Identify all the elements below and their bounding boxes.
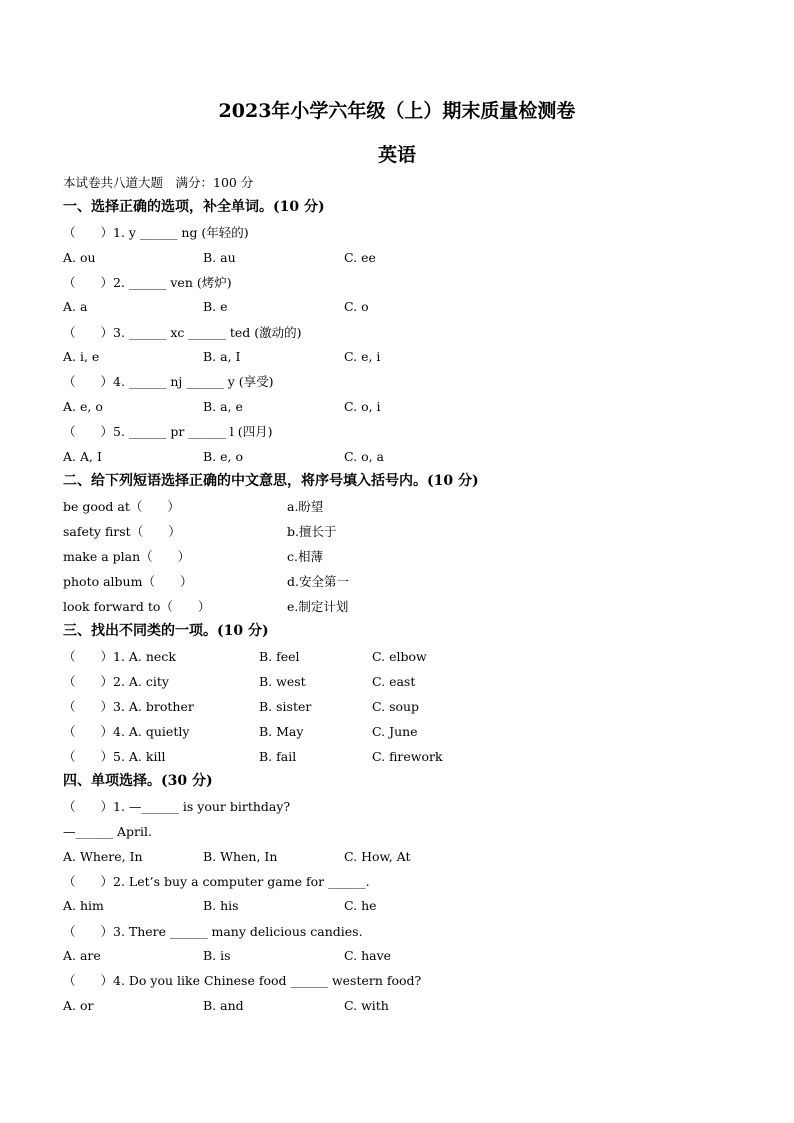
option-a: （ ）5. A. kill [63,749,166,764]
option-b: B. e, o [203,449,244,464]
phrase: be good at（ ） [63,499,180,514]
option-b: B. a, e [203,399,243,414]
option-c: C. How, At [344,849,411,864]
option-c: C. e, i [344,349,381,364]
option-c: C. firework [372,749,443,764]
phrase: look forward to（ ） [63,599,211,614]
meaning: a.盼望 [287,499,324,514]
option-c: C. o [344,299,369,314]
option-b: B. fail [259,749,297,764]
question-stem: （ ）2. Let’s buy a computer game for ______. [63,874,370,889]
option-a: A. e, o [63,399,103,414]
option-b: B. May [259,724,304,739]
question-row [0,747,794,767]
section-3-heading: 三、找出不同类的一项。(10 分) [63,623,269,639]
option-b: B. sister [259,699,312,714]
option-b: B. a, I [203,349,241,364]
match-row [0,497,794,517]
meaning: e.制定计划 [287,599,349,614]
question-options [0,896,794,916]
phrase: safety first（ ） [63,524,181,539]
question-options [0,297,794,317]
question-row [0,697,794,717]
option-a: （ ）2. A. city [63,674,169,689]
question-options [0,847,794,867]
option-c: C. ee [344,250,376,265]
option-c: C. June [372,724,418,739]
option-a: A. A, I [63,449,102,464]
option-c: C. he [344,898,377,913]
option-a: A. i, e [63,349,100,364]
option-a: （ ）4. A. quietly [63,724,190,739]
question-options [0,248,794,268]
question-stem: （ ）1. y ______ ng (年轻的) [63,225,249,240]
option-b: B. feel [259,649,300,664]
exam-info: 本试卷共八道大题 满分：100 分 [63,175,254,190]
question-stem: （ ）5. ______ pr ______ l (四月) [63,424,273,439]
option-b: B. au [203,250,236,265]
section-2-heading: 二、给下列短语选择正确的中文意思，将序号填入括号内。(10 分) [63,473,479,489]
option-c: C. soup [372,699,420,714]
option-a: A. or [63,998,94,1013]
question-stem: （ ）1. —______ is your birthday? [63,799,291,814]
subject-title: 英语 [377,144,416,166]
option-b: B. west [259,674,306,689]
question-stem: （ ）4. Do you like Chinese food ______ western food? [63,973,422,988]
question-options [0,447,794,467]
match-row [0,547,794,567]
match-row [0,597,794,617]
option-b: B. and [203,998,244,1013]
question-options [0,347,794,367]
question-row [0,647,794,667]
option-c: C. elbow [372,649,427,664]
option-a: A. are [63,948,101,963]
option-a: A. Where, In [63,849,143,864]
phrase: photo album（ ） [63,574,193,589]
question-row [0,722,794,742]
question-row [0,672,794,692]
option-c: C. with [344,998,389,1013]
match-row [0,572,794,592]
option-b: B. is [203,948,231,963]
option-a: A. a [63,299,88,314]
option-a: A. ou [63,250,96,265]
meaning: c.相薄 [287,549,323,564]
section-4-heading: 四、单项选择。(30 分) [63,773,213,789]
option-b: B. When, In [203,849,278,864]
question-options [0,996,794,1016]
meaning: d.安全第一 [287,574,349,589]
phrase: make a plan（ ） [63,549,191,564]
option-c: C. east [372,674,416,689]
meaning: b.擅长于 [287,524,337,539]
option-c: C. o, a [344,449,384,464]
page-title: 2023年小学六年级（上）期末质量检测卷 [218,100,576,122]
question-options [0,946,794,966]
option-c: C. o, i [344,399,381,414]
option-a: （ ）1. A. neck [63,649,176,664]
question-options [0,397,794,417]
match-row [0,522,794,542]
question-stem: （ ）4. ______ nj ______ y (享受) [63,374,274,389]
option-b: B. his [203,898,239,913]
question-stem: （ ）2. ______ ven (烤炉) [63,275,232,290]
section-1-heading: 一、选择正确的选项，补全单词。(10 分) [63,199,325,215]
question-stem-reply: —______ April. [63,824,152,839]
option-a: A. him [63,898,104,913]
option-a: （ ）3. A. brother [63,699,194,714]
option-c: C. have [344,948,392,963]
question-stem: （ ）3. ______ xc ______ ted (激动的) [63,325,302,340]
question-stem: （ ）3. There ______ many delicious candies. [63,924,363,939]
option-b: B. e [203,299,228,314]
